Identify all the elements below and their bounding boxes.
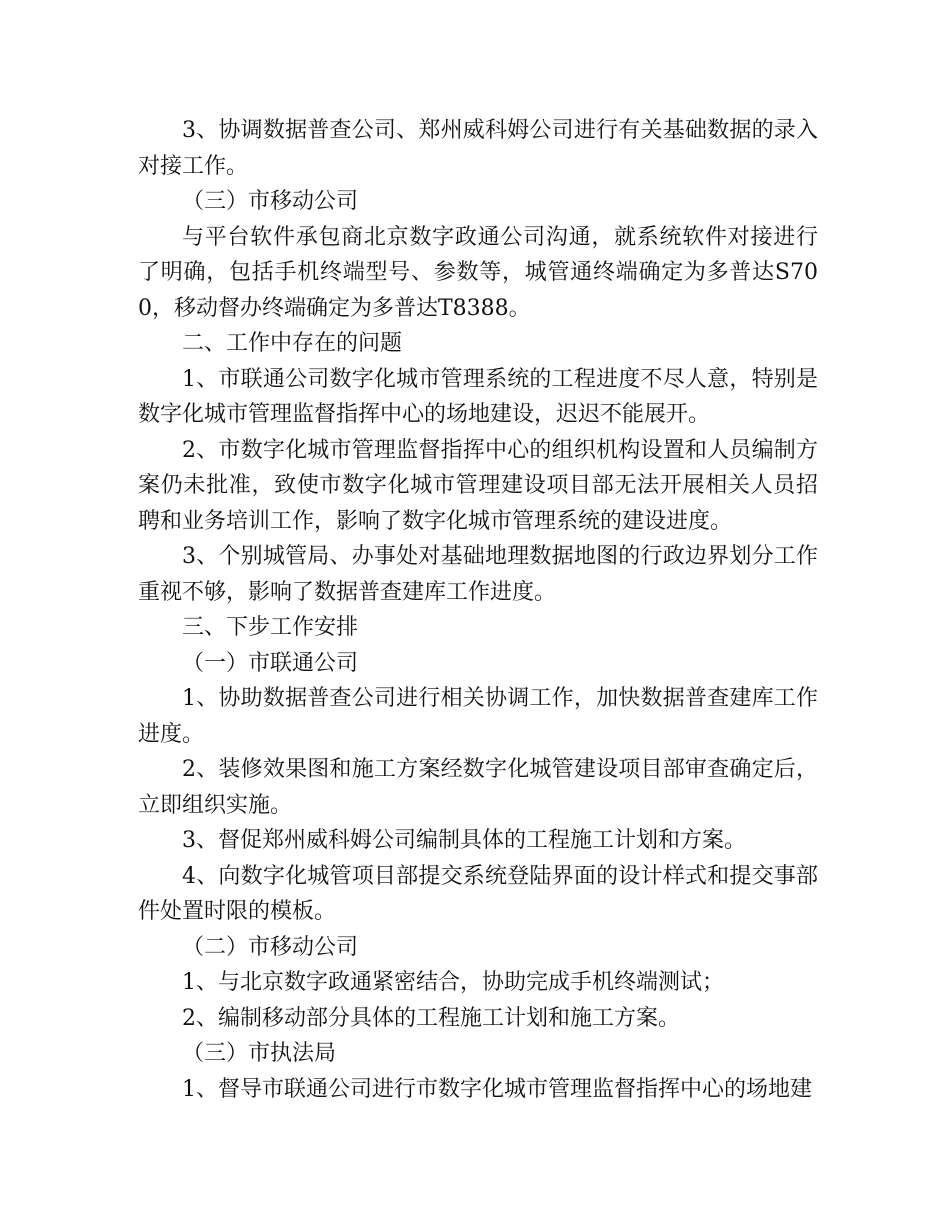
- paragraph-mobile-software: 与平台软件承包商北京数字政通公司沟通，就系统软件对接进行了明确，包括手机终端型号、参数等，城管通终端确定为多普达S700，移动督办终端确定为多普达T8388。: [138, 224, 818, 321]
- subheading-mobile-company: （三）市移动公司: [182, 189, 359, 214]
- paragraph-unicom-4: 4、向数字化城管项目部提交系统登陆界面的设计样式和提交事部件处置时限的模板。: [138, 863, 818, 924]
- paragraph-unicom-3: 3、督促郑州威科姆公司编制具体的工程施工计划和方案。: [182, 828, 746, 853]
- subheading-mobile-company-2: （二）市移动公司: [182, 934, 359, 960]
- paragraph-problem-3: 3、个别城管局、办事处对基础地理数据地图的行政边界划分工作重视不够，影响了数据普查建库工作进度。: [138, 544, 818, 605]
- paragraph-unicom-1: 1、协助数据普查公司进行相关协调工作，加快数据普查建库工作进度。: [138, 686, 818, 747]
- paragraph-problem-1: 1、市联通公司数字化城市管理系统的工程进度不尽人意，特别是数字化城市管理监督指挥中心的场地建设，迟迟不能展开。: [138, 366, 818, 427]
- paragraph-mobile-2: 2、编制移动部分具体的工程施工计划和施工方案。: [182, 1005, 680, 1031]
- subheading-unicom-company: （一）市联通公司: [182, 650, 359, 676]
- paragraph-problem-2: 2、市数字化城市管理监督指挥中心的组织机构设置和人员编制方案仍未批准，致使市数字化城市管理建设项目部无法开展相关人员招聘和业务培训工作，影响了数字化城市管理系统的建设进度。: [138, 437, 818, 534]
- paragraph-enforcement-1: 1、督导市联通公司进行市数字化城市管理监督指挥中心的场地建: [182, 1076, 812, 1102]
- paragraph-unicom-2: 2、装修效果图和施工方案经数字化城管建设项目部审查确定后，立即组织实施。: [138, 757, 818, 818]
- paragraph-mobile-1: 1、与北京数字政通紧密结合，协助完成手机终端测试；: [182, 970, 724, 995]
- section-heading-next-steps: 三、下步工作安排: [182, 615, 359, 640]
- section-heading-problems: 二、工作中存在的问题: [182, 331, 403, 356]
- subheading-enforcement-bureau: （三）市执法局: [182, 1041, 337, 1066]
- document-body: [138, 113, 818, 1107]
- paragraph-item-3-data-entry: 3、协调数据普查公司、郑州威科姆公司进行有关基础数据的录入对接工作。: [138, 118, 818, 179]
